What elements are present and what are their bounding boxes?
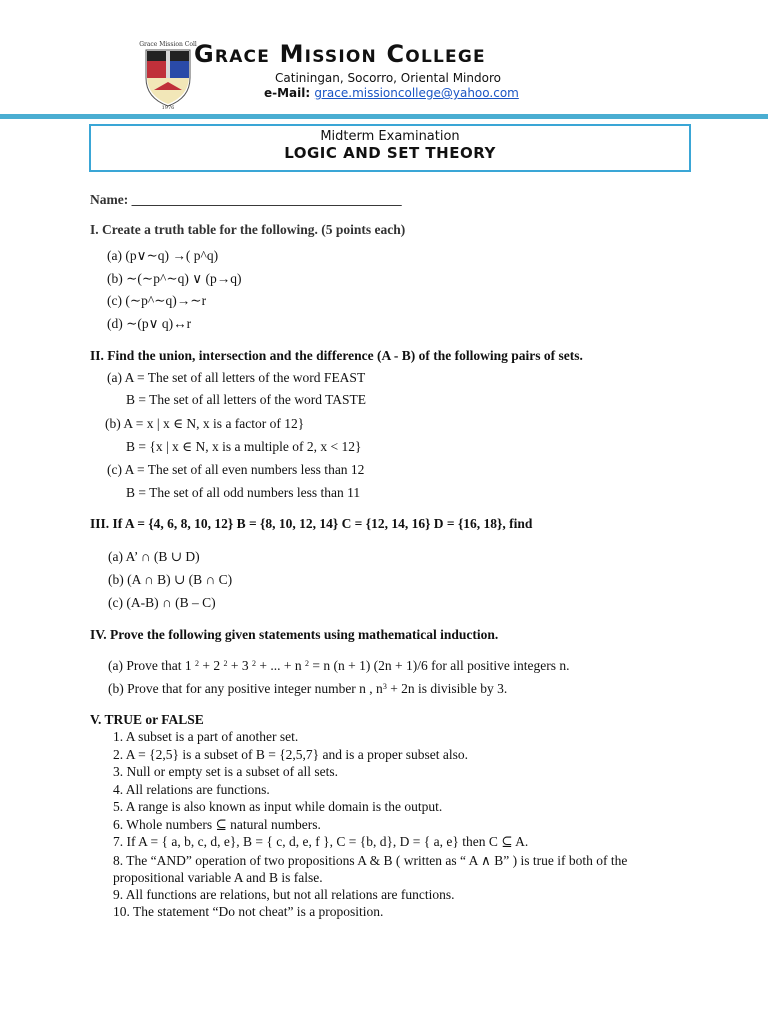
email-label: e-Mail: — [264, 86, 315, 100]
part2-item: (c) A = The set of all even numbers less than 12 — [107, 462, 365, 477]
exam-type: Midterm Examination — [320, 129, 460, 144]
true-false-list — [113, 729, 685, 922]
true-false-item: 10. The statement “Do not cheat” is a proposition. — [113, 904, 384, 919]
part1-item: (c) (∼p^∼q)→∼r — [107, 293, 207, 308]
part1-heading: I. Create a truth table for the following. (5 points each) — [90, 222, 406, 237]
true-false-item: 9. All functions are relations, but not all relations are functions. — [113, 886, 455, 902]
svg-text:Grace Mission Coll: Grace Mission Coll — [139, 41, 197, 48]
part2-item: B = The set of all odd numbers less than 11 — [126, 485, 361, 500]
college-name: Grace Mission College — [194, 40, 486, 68]
part4-item: (b) Prove that for any positive integer number n , $n^3 + 2n$ is divisible by 3. — [108, 681, 508, 696]
true-false-item: 7. If A = { a, b, c, d, e}, B = { c, d, e, f }, C = {b, d}, D = { a, e} then C ⊆ A. — [113, 834, 529, 849]
true-false-item: 6. Whole numbers ⊆ natural numbers. — [113, 816, 321, 832]
college-email — [264, 86, 519, 100]
part2-item: (a) A = The set of all letters of the word FEAST — [107, 370, 366, 385]
true-false-item: 8. The “AND” operation of two propositions A & B ( written as “ A ∧ B” ) is true if both of the propositional variable A and B is false. — [113, 852, 628, 885]
part2-item: B = {x | x ∈ N, x is a multiple of 2, x < 12} — [126, 439, 362, 454]
part4-item: (a) Prove that 1 $^2$ + 2 $^2$ + 3 $^2$ + ... + n $^2$ = n (n + 1) (2n + 1)/6 for all positive integers n. — [108, 658, 570, 673]
college-address: Catiningan, Socorro, Oriental Mindoro — [275, 71, 501, 85]
part3-heading: III. If A = {4, 6, 8, 10, 12} B = {8, 10, 12, 14} C = {12, 14, 16} D = {16, 18}, find — [90, 516, 533, 531]
part1-item: (b) ∼(∼p^∼q) ∨ (p→q) — [107, 271, 242, 286]
part2-item: (b) A = x | x ∈ N, x is a factor of 12} — [105, 416, 305, 431]
true-false-item: 4. All relations are functions. — [113, 781, 270, 797]
part5-heading: V. TRUE or FALSE — [90, 712, 204, 727]
email-link[interactable]: grace.missioncollege@yahoo.com — [314, 86, 519, 100]
part1-item: (d) ∼(p∨ q)↔r — [107, 316, 192, 331]
header-divider — [0, 114, 768, 119]
true-false-item: 3. Null or empty set is a subset of all sets. — [113, 764, 338, 779]
name-line: Name: ________________________________________ — [90, 192, 402, 207]
part3-item: (c) (A-B) ∩ (B – C) — [108, 595, 216, 610]
part2-item: B = The set of all letters of the word TASTE — [126, 392, 366, 407]
part3-item: (a) A’ ∩ (B ∪ D) — [108, 549, 200, 564]
part3-item: (b) (A ∩ B) ∪ (B ∩ C) — [108, 572, 233, 587]
part1-item: (a) (p∨∼q) →( p^q) — [107, 248, 219, 263]
part2-heading: II. Find the union, intersection and the difference (A - B) of the following pairs of sets. — [90, 348, 583, 363]
true-false-item: 5. A range is also known as input while domain is the output. — [113, 799, 443, 814]
true-false-item: 2. A = {2,5} is a subset of B = {2,5,7} and is a proper subset also. — [113, 746, 468, 762]
svg-text:1976: 1976 — [161, 105, 175, 110]
part4-heading: IV. Prove the following given statements using mathematical induction. — [90, 627, 499, 642]
exam-title-box — [89, 124, 691, 172]
true-false-item: 1. A subset is a part of another set. — [113, 729, 299, 744]
subject-title: LOGIC AND SET THEORY — [284, 144, 496, 162]
